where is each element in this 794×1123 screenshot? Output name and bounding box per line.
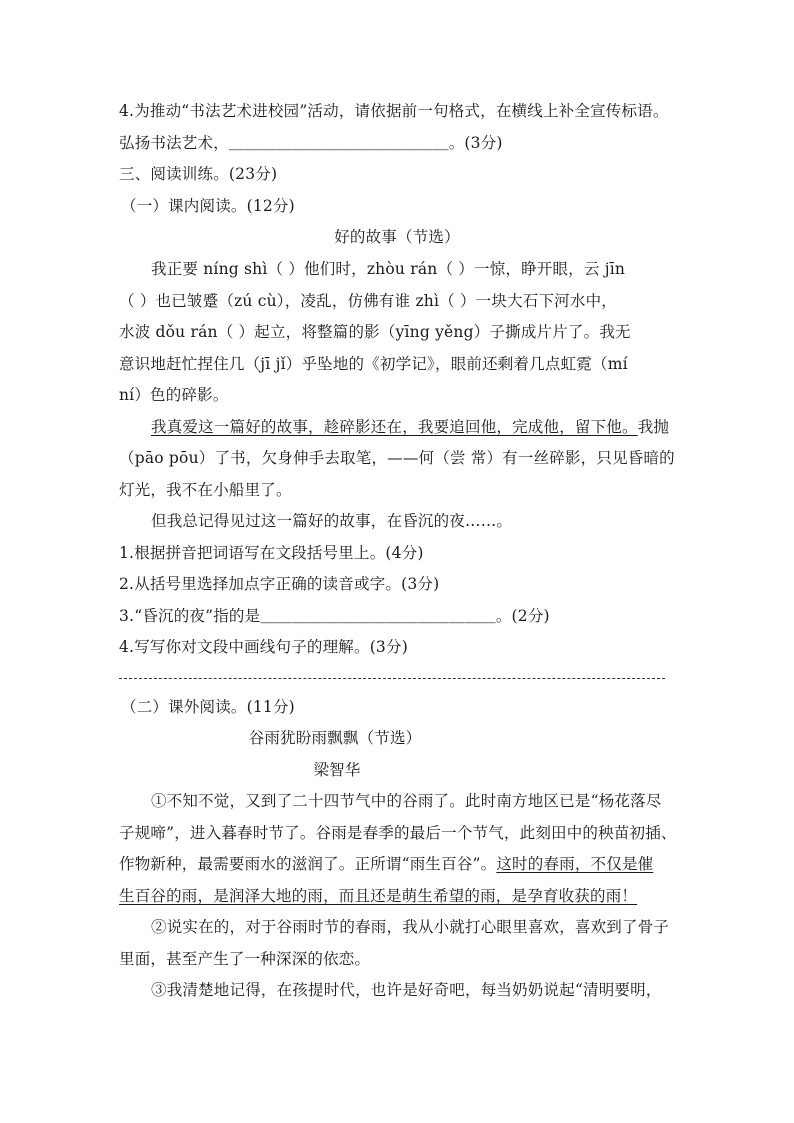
p1-line-3-plain: 作物新种，最需要雨水的滋润了。正所谓“雨生百谷”。 bbox=[119, 855, 497, 873]
part-1-para-1-line-2: （ ）也已皱蹙（zú cù），凌乱，仿佛有谁 zhì（ ）一块大石下河水中， bbox=[119, 292, 617, 310]
part-1-title: 好的故事（节选） bbox=[334, 228, 460, 246]
part-1-para-1-line-3: 水波 dǒu rán（ ）起立，将整篇的影（yīng yěng）子撕成片片了。我无 bbox=[119, 323, 631, 341]
part-1-heading: （一）课内阅读。(12分) bbox=[121, 197, 295, 215]
underlined-sentence: 我真爱这一篇好的故事，趁碎影还在，我要追回他，完成他，留下他。 bbox=[151, 418, 638, 436]
part-2-title: 谷雨犹盼雨飘飘（节选） bbox=[248, 729, 422, 747]
part-2-heading: （二）课外阅读。(11分) bbox=[121, 698, 295, 716]
part-1-para-3: 但我总记得见过这一篇好的故事，在昏沉的夜……。 bbox=[151, 512, 513, 530]
para-2-continuation: 我抛 bbox=[637, 418, 670, 436]
part-1-para-1-line-5: ní）色的碎影。 bbox=[119, 386, 229, 404]
section-3-heading: 三、阅读训练。(23分) bbox=[119, 165, 278, 183]
part-2-p1-line-3 bbox=[119, 853, 653, 875]
p1-underlined-end: 生百谷的雨，是润泽大地的雨，而且还是萌生希望的雨，是孕育收获的雨！ bbox=[119, 887, 638, 905]
p1-underlined-start: 这时的春雨，不仅是催 bbox=[496, 855, 654, 873]
question-4-prompt: 4.为推动“书法艺术进校园”活动，请依据前一句格式，在横线上补全宣传标语。 bbox=[119, 102, 669, 120]
answer-line bbox=[119, 678, 665, 679]
part-2-p1-line-2: 子规啼”，进入暮春时节了。谷雨是春季的最后一个节气，此刻田中的秧苗初插、 bbox=[119, 824, 677, 842]
part-2-p2-line-1: ②说实在的，对于谷雨时节的春雨，我从小就打心眼里喜欢，喜欢到了骨子 bbox=[151, 918, 670, 936]
part-1-para-2-line-2: （pāo pōu）了书，欠身伸手去取笔，——何（尝 常）有一丝碎影，只见昏暗的 bbox=[119, 449, 675, 467]
question-4-slogan: 弘扬书法艺术，＿＿＿＿＿＿＿＿＿＿＿＿＿＿。(3分) bbox=[119, 134, 503, 152]
part-1-question-2: 2.从括号里选择加点字正确的读音或字。(3分) bbox=[119, 575, 440, 593]
part-1-para-2-line-1 bbox=[151, 416, 669, 438]
part-2-p3-line-1: ③我清楚地记得，在孩提时代，也许是好奇吧，每当奶奶说起“清明要明， bbox=[151, 981, 662, 999]
part-2-author: 梁智华 bbox=[313, 761, 361, 779]
part-1-para-2-line-3: 灯光，我不在小船里了。 bbox=[119, 481, 292, 499]
part-1-question-1: 1.根据拼音把词语写在文段括号里上。(4分) bbox=[119, 544, 424, 562]
part-2-p1-line-1: ①不知不觉，又到了二十四节气中的谷雨了。此时南方地区已是“杨花落尽 bbox=[151, 792, 662, 810]
part-1-question-3: 3.“昏沉的夜”指的是＿＿＿＿＿＿＿＿＿＿＿＿＿＿＿。(2分) bbox=[119, 607, 550, 625]
part-2-p2-line-2: 里面，甚至产生了一种深深的依恋。 bbox=[119, 950, 371, 968]
part-1-para-1-line-4: 意识地赶忙捏住几（jī jǐ）乎坠地的《初学记》，眼前还剩着几点虹霓（mí bbox=[119, 355, 628, 373]
part-1-para-1-line-1: 我正要 níng shì（ ）他们时，zhòu rán（ ）一惊，睁开眼，云 jīn bbox=[151, 260, 626, 278]
part-2-p1-line-4 bbox=[119, 885, 637, 907]
part-1-question-4: 4.写写你对文段中画线句子的理解。(3分) bbox=[119, 638, 408, 656]
